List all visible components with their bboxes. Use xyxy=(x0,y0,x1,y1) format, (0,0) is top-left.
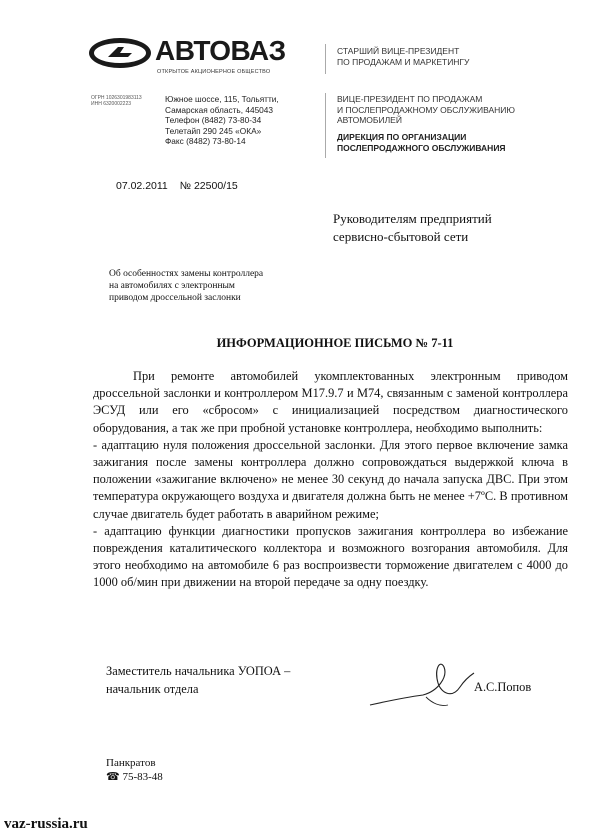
department-title: ДИРЕКЦИЯ ПО ОРГАНИЗАЦИИ ПОСЛЕПРОДАЖНОГО ОБСЛУЖИВАНИЯ xyxy=(337,132,506,153)
avtovaz-logo xyxy=(85,32,325,82)
handwritten-signature xyxy=(368,657,478,712)
body-paragraph: - адаптацию нуля положения дроссельной заслонки. Для этого первое включение замка зажигания после замены контроллера должно сопровождаться выдержкой ключа в положении «зажигание включено» не менее 30 секунд до начала запуска ДВС. При этом температура окружающего воздуха и двигателя должна быть не менее +7ºС. В противном случае двигатель будет работать в аварийном режиме; xyxy=(93,437,568,521)
executor-name: Панкратов xyxy=(106,757,156,769)
letter-dateline xyxy=(116,180,250,192)
site-watermark: vaz-russia.ru xyxy=(4,816,88,832)
executor-info xyxy=(106,756,163,784)
letter-subject: Об особенностях замены контроллера на автомобилях с электронным приводом дроссельной заслонки xyxy=(109,269,264,303)
body-paragraph: При ремонте автомобилей укомплектованных электронным приводом дроссельной заслонки и контроллером М17.9.7 и М74, связанным с заменой контроллера ЭСУД или его «сбросом» с инициализацией посредством диагностического оборудования, а так же при пробной установке контроллера, необходимо выполнить: xyxy=(93,369,568,435)
brand-subtitle: ОТКРЫТОЕ АКЦИОНЕРНОЕ ОБЩЕСТВО xyxy=(157,69,271,75)
signatory-name: А.С.Попов xyxy=(474,680,532,694)
letter-number: № 22500/15 xyxy=(179,180,238,192)
brand-wordmark: АВТОВАЗ xyxy=(155,35,286,66)
phone-icon: ☎ xyxy=(106,771,120,783)
company-address: Южное шоссе, 115, Тольятти, Самарская область, 445043 Телефон (8482) 73-80-34 Телетайп 290 245 «ОКА» Факс (8482) 73-80-14 xyxy=(165,94,279,146)
letter-body xyxy=(93,368,568,592)
document-title: ИНФОРМАЦИОННОЕ ПИСЬМО № 7-11 xyxy=(216,336,454,350)
registration-codes: ОГРН 1026301983113 ИНН 6320002223 xyxy=(91,95,142,107)
top-position-title: СТАРШИЙ ВИЦЕ-ПРЕЗИДЕНТ ПО ПРОДАЖАМ И МАРКЕТИНГУ xyxy=(337,46,470,67)
header-divider-bottom xyxy=(325,93,326,158)
signatory-position: Заместитель начальника УОПОА – начальник отдела xyxy=(106,664,291,696)
lada-emblem-icon xyxy=(89,38,151,68)
vice-president-title: ВИЦЕ-ПРЕЗИДЕНТ ПО ПРОДАЖАМ И ПОСЛЕПРОДАЖНОМУ ОБСЛУЖИВАНИЮ АВТОМОБИЛЕЙ xyxy=(337,94,515,125)
executor-phone: 75-83-48 xyxy=(122,771,163,783)
letter-date: 07.02.2011 xyxy=(116,180,168,192)
body-paragraph: - адаптацию функции диагностики пропусков зажигания контроллера во избежание повреждения каталитического коллектора и возможного возгорания автомобиля. Для этого необходимо на автомобиле 6 раз воспроизвести торможение двигателем с 4000 до 1000 об/мин при движении на второй передаче за одну поездку. xyxy=(93,523,568,590)
addressee: Руководителям предприятий сервисно-сбытовой сети xyxy=(333,211,492,244)
header-divider-top xyxy=(325,44,326,74)
